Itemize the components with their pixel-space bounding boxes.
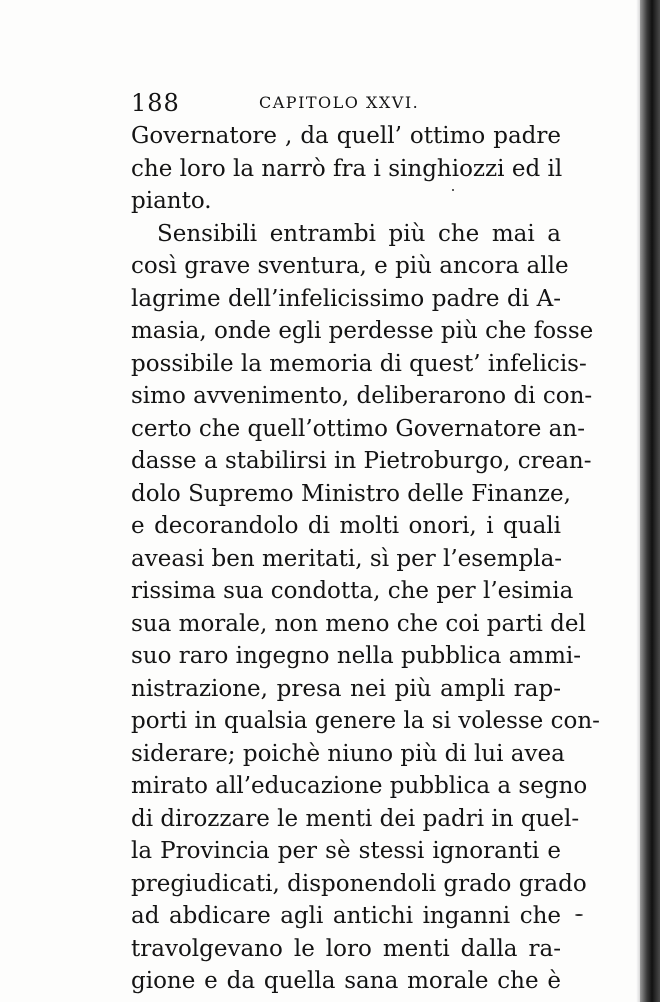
text-line: dasse a stabilirsi in Pietroburgo, crean- [131,448,592,474]
page-text-block [131,86,600,998]
text-line: Sensibili entrambi più che mai a [157,220,561,247]
text-line: dolo Supremo Ministro delle Finanze, [131,480,571,507]
text-line: pianto. [131,188,212,214]
page-header [131,86,561,120]
text-line: la Provincia per sè stessi ignoranti e [131,838,561,864]
text-line: lagrime dell’infelicissimo padre di A- [131,285,561,312]
text-line: di dirozzare le menti dei padri in quel- [131,805,580,832]
text-line: ad abdicare agli antichi inganni che [131,903,561,929]
text-line: masia, onde egli perdesse più che fosse [131,318,594,344]
text-line: possibile la memoria di quest’ infelicis- [131,350,587,377]
text-line: certo che quell’ottimo Governatore an- [131,415,585,442]
text-line: porti in qualsia genere la si volesse con- [131,708,600,734]
book-spine-edge [640,0,660,1002]
text-line: pregiudicati, disponendoli grado grado [131,870,587,897]
text-line: rissima sua condotta, che per l’esimia [131,578,574,604]
text-line: suo raro ingegno nella pubblica ammi- [131,643,582,669]
paper-speck [452,189,454,191]
text-line: travolgevano le loro menti dalla ra- [131,935,561,962]
text-line: nistrazione, presa nei più ampli rap- [131,675,561,702]
text-line: così grave sventura, e più ancora alle [131,253,569,279]
text-line: sua morale, non meno che coi parti del [131,610,586,637]
text-line: Governatore , da quell’ ottimo padre [131,123,561,149]
running-head: CAPITOLO XXVI. [259,93,420,112]
text-line: aveasi ben meritati, sì per l’esempla- [131,545,563,572]
text-line: mirato all’educazione pubblica a segno [131,773,588,799]
text-line: simo avvenimento, deliberarono di con- [131,383,593,409]
page-number: 188 [131,89,180,117]
text-line: gione e da quella sana morale che è [131,968,561,994]
text-line: siderare; poichè niuno più di lui avea [131,740,565,767]
text-line: che loro la narrò fra i singhiozzi ed il [131,155,563,182]
paper-speck [575,914,583,916]
body-text [131,120,600,998]
text-line: e decorandolo di molti onori, i quali [131,513,561,539]
